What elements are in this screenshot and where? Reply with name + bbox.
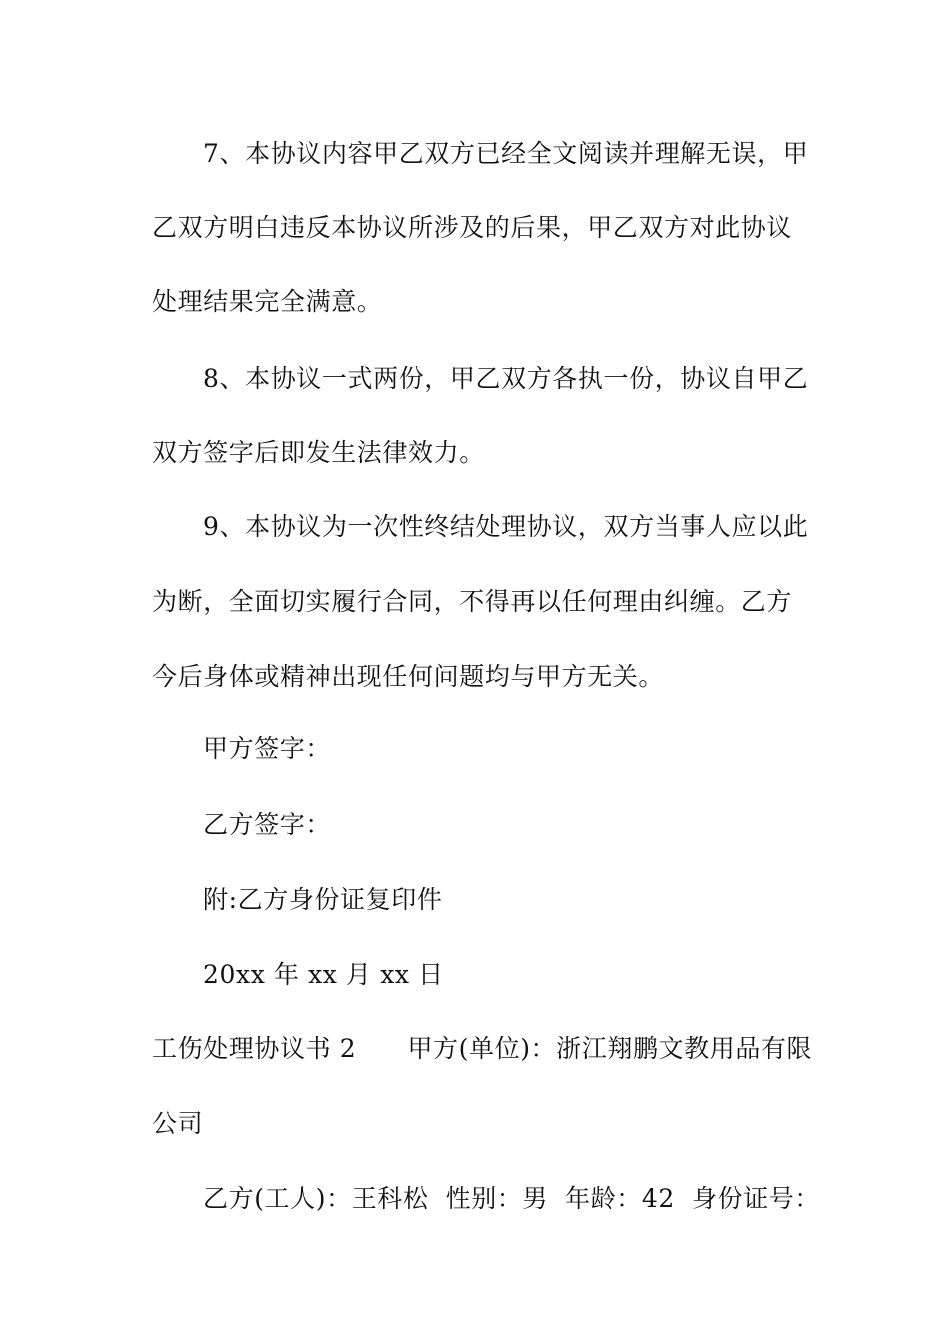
clause-9-line-3: 今后身体或精神出现任何问题均与甲方无关。 — [152, 662, 665, 691]
clause-8-line-2: 双方签字后即发生法律效力。 — [152, 438, 485, 467]
date-line: 20xx 年 xx 月 xx 日 — [203, 960, 444, 989]
clause-7-line-3: 处理结果完全满意。 — [152, 287, 383, 316]
party-b-signature-line: 乙方签字： — [203, 810, 332, 839]
party-a-signature-line: 甲方签字： — [203, 734, 332, 763]
agreement-2-heading-line: 工伤处理协议书 2 甲方(单位)：浙江翔鹏文教用品有限 — [152, 1034, 813, 1063]
clause-9-line-2: 为断，全面切实履行合同，不得再以任何理由纠缠。乙方 — [152, 587, 793, 616]
clause-7-line-2: 乙双方明白违反本协议所涉及的后果，甲乙双方对此协议 — [152, 213, 793, 242]
attachment-note: 附:乙方身份证复印件 — [203, 885, 443, 914]
clause-9-line-1: 9、本协议为一次性终结处理协议，双方当事人应以此 — [203, 512, 809, 541]
agreement-2-heading-continuation: 公司 — [152, 1109, 204, 1138]
party-b-info-line: 乙方(工人)：王科松 性别：男 年龄：42 身份证号： — [203, 1184, 821, 1213]
clause-8-line-1: 8、本协议一式两份，甲乙双方各执一份，协议自甲乙 — [203, 364, 809, 393]
clause-7-line-1: 7、本协议内容甲乙双方已经全文阅读并理解无误，甲 — [203, 139, 809, 168]
